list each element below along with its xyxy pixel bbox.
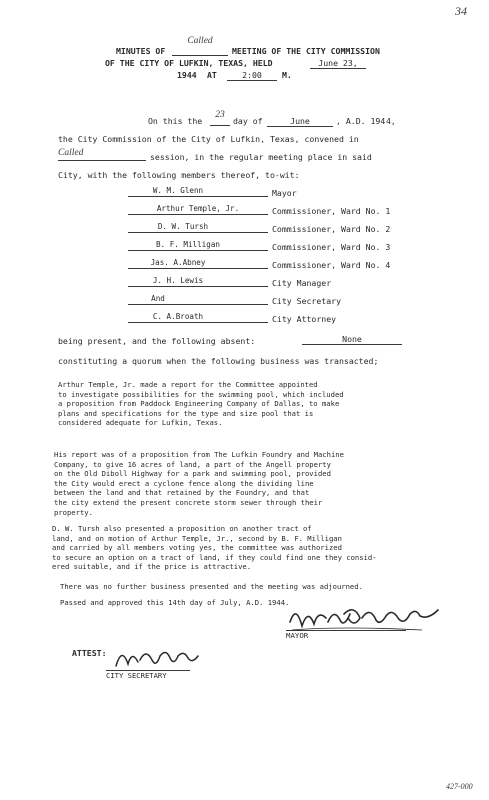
paragraph-line: Passed and approved this 14th day of July, A.D. 1944. bbox=[60, 598, 290, 607]
member-name: B. F. Milligan bbox=[155, 240, 220, 249]
member-name: C. A.Broath bbox=[152, 312, 204, 321]
member-name: J. H. Lewis bbox=[152, 276, 204, 285]
header-year: 1944 bbox=[177, 70, 197, 80]
paragraph-line: to secure an option on a tract of land, if they could find one they consid- bbox=[52, 552, 377, 562]
opening-on-this: On this the bbox=[148, 116, 203, 126]
header-at: AT bbox=[207, 70, 217, 80]
secretary-title: CITY SECRETARY bbox=[106, 670, 190, 681]
member-name: Jas. A.Abney bbox=[150, 258, 206, 267]
quorum-line: constituting a quorum when the following business was transacted; bbox=[58, 356, 379, 366]
opening-month: June bbox=[267, 116, 333, 127]
paragraph-line: Arthur Temple, Jr. made a report for the Committee appointed bbox=[58, 380, 318, 389]
paragraph-line: considered adequate for Lufkin, Texas. bbox=[58, 418, 223, 428]
member-title: Commissioner, Ward No. 1 bbox=[272, 206, 391, 216]
paragraph-line: to investigate possibilities for the swimming pool, which included bbox=[58, 389, 344, 399]
adjourned-line bbox=[60, 582, 363, 592]
opening-line4: City, with the following members thereof, to-wit: bbox=[58, 170, 300, 180]
member-line bbox=[128, 304, 268, 305]
paragraph-line: There was no further business presented and the meeting was adjourned. bbox=[60, 582, 363, 591]
header-line1-suffix: MEETING OF THE CITY COMMISSION bbox=[232, 46, 380, 56]
paragraph-line: land, and on motion of Arthur Temple, Jr., second by B. F. Milligan bbox=[52, 533, 342, 543]
attest-label: ATTEST: bbox=[72, 648, 107, 658]
paragraph-line: ered suitable, and if the price is attractive. bbox=[52, 562, 252, 572]
header-session-type: Called bbox=[172, 36, 228, 56]
business-paragraph bbox=[54, 450, 344, 517]
paragraph-line: a proposition from Paddock Engineering Company of Dallas, to make bbox=[58, 399, 340, 409]
paragraph-line: the City would erect a cyclone fence along the dividing line bbox=[54, 478, 314, 488]
opening-day-number: 23 bbox=[210, 110, 230, 126]
paragraph-line: on the Old Diboll Highway for a park and swimming pool, provided bbox=[54, 469, 331, 479]
opening-line3: session, in the regular meeting place in said bbox=[150, 152, 372, 162]
member-line bbox=[128, 196, 268, 197]
member-title: Commissioner, Ward No. 3 bbox=[272, 242, 391, 252]
header-date: June 23, bbox=[310, 58, 366, 69]
approved-line bbox=[60, 598, 289, 608]
member-line bbox=[128, 232, 268, 233]
member-name: W. M. Glenn bbox=[152, 186, 204, 195]
header-m: M. bbox=[282, 70, 292, 80]
member-title: Commissioner, Ward No. 4 bbox=[272, 260, 391, 270]
footer-mark: 427-000 bbox=[446, 782, 473, 791]
member-title: City Attorney bbox=[272, 314, 337, 324]
opening-session: Called bbox=[58, 148, 146, 161]
paragraph-line: D. W. Tursh also presented a proposition on another tract of bbox=[52, 524, 312, 533]
opening-day-of: day of bbox=[233, 116, 263, 126]
business-paragraph bbox=[58, 380, 344, 428]
member-line bbox=[128, 250, 268, 251]
header-line1-prefix: MINUTES OF bbox=[116, 46, 166, 56]
member-line bbox=[128, 322, 268, 323]
paragraph-line: the city extend the present concrete storm sewer through their bbox=[54, 497, 323, 507]
member-title: Commissioner, Ward No. 2 bbox=[272, 224, 391, 234]
opening-ad: , A.D. 194 bbox=[336, 116, 386, 126]
member-line bbox=[128, 214, 268, 215]
business-paragraph bbox=[52, 524, 377, 572]
member-title: Mayor bbox=[272, 188, 297, 198]
paragraph-line: Company, to give 16 acres of land, a part of the Angell property bbox=[54, 459, 331, 469]
header-time: 2:00 bbox=[227, 70, 277, 81]
opening-line2: the City Commission of the City of Lufkin, Texas, convened in bbox=[58, 134, 359, 144]
member-name: Arthur Temple, Jr. bbox=[156, 204, 240, 213]
member-name: And bbox=[151, 294, 165, 303]
absent-value: None bbox=[302, 334, 402, 345]
mayor-title: MAYOR bbox=[286, 630, 406, 641]
absent-prefix: being present, and the following absent: bbox=[58, 336, 256, 346]
member-line bbox=[128, 268, 268, 269]
member-name: D. W. Tursh bbox=[157, 222, 209, 231]
member-line bbox=[128, 286, 268, 287]
paragraph-line: and carried by all members voting yes, the committee was authorized bbox=[52, 543, 342, 553]
paragraph-line: property. bbox=[54, 507, 93, 517]
header-line2-prefix: OF THE CITY OF LUFKIN, TEXAS, HELD bbox=[105, 58, 273, 68]
page-number: 34 bbox=[455, 4, 467, 18]
paragraph-line: between the land and that retained by the Foundry, and that bbox=[54, 488, 310, 498]
member-title: City Secretary bbox=[272, 296, 342, 306]
paragraph-line: His report was of a proposition from The Lufkin Foundry and Machine bbox=[54, 450, 344, 459]
member-title: City Manager bbox=[272, 278, 332, 288]
opening-ad-year: 4, bbox=[386, 116, 396, 126]
paragraph-line: plans and specifications for the type and size pool that is bbox=[58, 408, 314, 418]
